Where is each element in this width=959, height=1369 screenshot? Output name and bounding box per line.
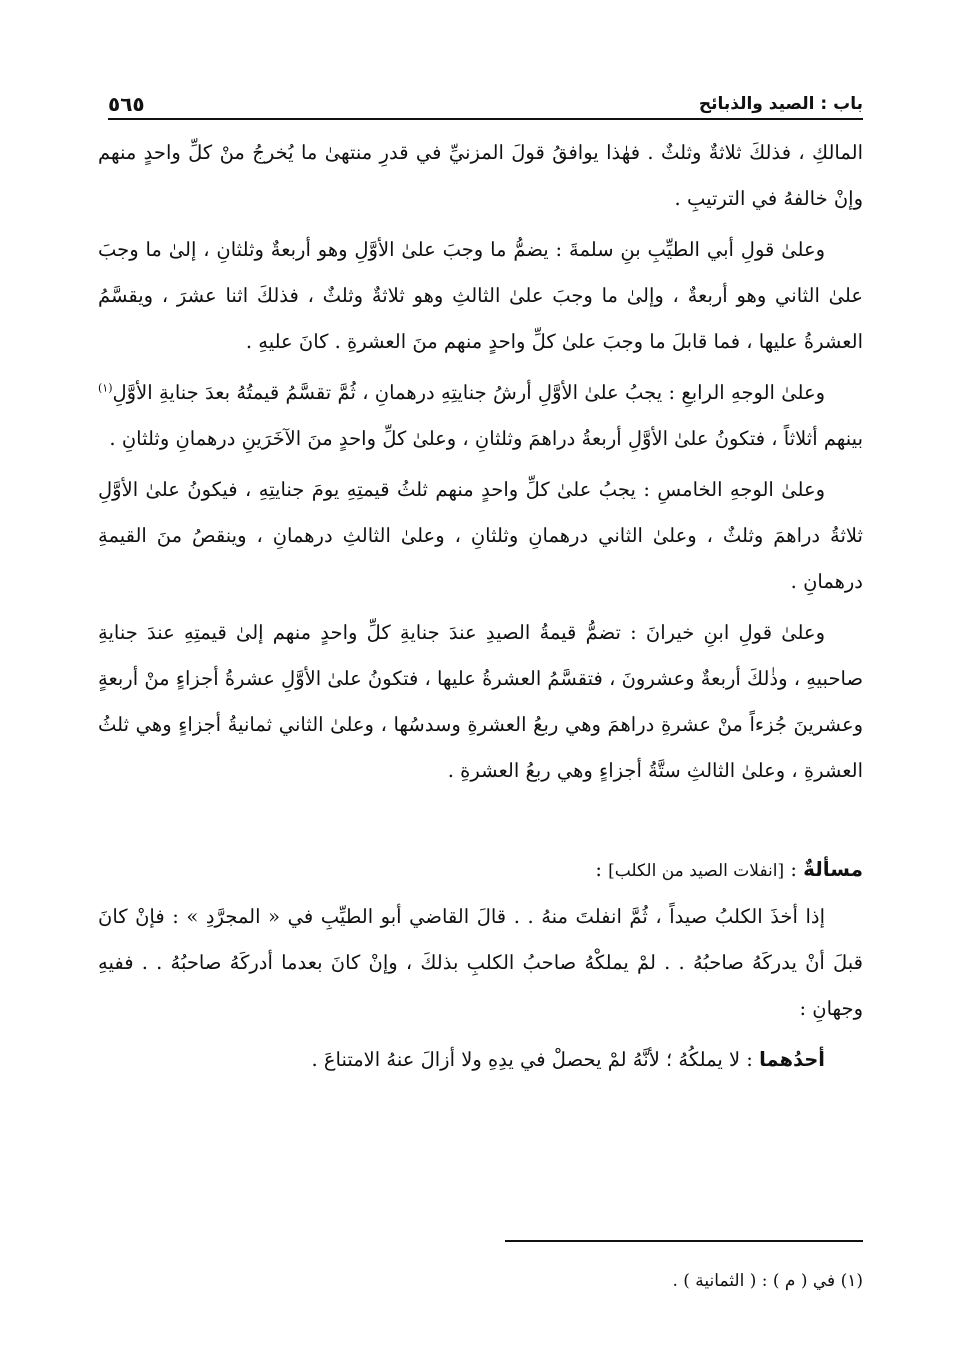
paragraph-5: وعلىٰ قولِ ابنِ خيرانَ : تضمُّ قيمةُ الصيدِ عندَ جنايةِ كلِّ واحدٍ منهم إلىٰ قيمتِهِ عندَ جنايةِ صاحبيهِ ، وذٰلكَ أربعةٌ وعشرونَ ، فتقسَّمُ العشرةُ عليها ، فتكونُ علىٰ الأوَّلِ عشرةُ أجزاءٍ منْ أربعةٍ وعشرينَ جُزءاً منْ عشرةِ دراهمَ وهي ربعُ العشرةِ وسدسُها ، وعلىٰ الثاني ثمانيةُ أجزاءٍ وهي ثلثُ العشرةِ ، وعلىٰ الثالثِ ستَّةُ أجزاءٍ وهي ربعُ العشرةِ .: [98, 621, 863, 782]
first-option-lead: أحدُهما: [759, 1048, 825, 1071]
paragraph-3: [98, 370, 863, 462]
paragraph-4: وعلىٰ الوجهِ الخامسِ : يجبُ علىٰ كلِّ واحدٍ منهم ثلثُ قيمتِهِ يومَ جنايتِهِ ، فيكونُ علىٰ الأوَّلِ ثلاثةُ دراهمَ وثلثٌ ، وعلىٰ الثاني درهمانِ وثلثانِ ، وعلىٰ الثالثِ درهمانِ ، وينقصُ منَ القيمةِ درهمانِ .: [98, 478, 863, 593]
section-title: [انفلات الصيد من الكلب]: [608, 861, 785, 881]
paragraph-3-text-after: بينهم أثلاثاً ، فتكونُ علىٰ الأوَّلِ أربعةُ دراهمَ وثلثانِ ، وعلىٰ كلِّ واحدٍ منَ الآخَرَينِ درهمانِ وثلثانِ .: [109, 427, 863, 450]
section-first-option: [98, 1037, 863, 1083]
section-label: مسألةٌ: [803, 857, 863, 881]
issue-section: [98, 846, 863, 1083]
footnote: (١) في ( م ) : ( الثمانية ) .: [672, 1271, 863, 1291]
footnote-divider: [505, 1240, 863, 1242]
section-title-suffix: :: [595, 858, 609, 881]
first-option-text: : لا يملكُهُ ؛ لأنَّهُ لمْ يحصلْ في يدِهِ ولا أزالَ عنهُ الامتناعَ .: [311, 1048, 760, 1071]
paragraph-2: وعلىٰ قولِ أبي الطيِّبِ بنِ سلمةَ : يضمُّ ما وجبَ علىٰ الأوَّلِ وهو أربعةٌ وثلثانِ ، إلىٰ ما وجبَ علىٰ الثاني وهو أربعةٌ ، وإلىٰ ما وجبَ علىٰ الثالثِ وهو ثلاثةٌ وثلثٌ ، فذلكَ اثنا عشرَ ، ويقسَّمُ العشرةُ عليها ، فما قابلَ ما وجبَ علىٰ كلِّ واحدٍ منهم منَ العشرةِ . كانَ عليهِ .: [98, 238, 863, 353]
page-number: ٥٦٥: [108, 92, 145, 116]
footnote-reference: (١): [98, 381, 113, 395]
main-text: [98, 130, 863, 1088]
paragraph-3-text-before: وعلىٰ الوجهِ الرابعِ : يجبُ علىٰ الأوَّلِ أرشُ جنايتِهِ درهمانِ ، ثُمَّ تقسَّمُ قيمتُهُ بعدَ جنايةِ الأوَّلِ: [112, 381, 825, 404]
section-colon: :: [784, 858, 804, 881]
running-header: [108, 84, 863, 120]
section-paragraph-1: إذا أخذَ الكلبُ صيداً ، ثُمَّ انفلتَ منهُ . . قالَ القاضي أبو الطيِّبِ في « المجرَّدِ » : فإنْ كانَ قبلَ أنْ يدركَهُ صاحبُهُ . . لمْ يملكْهُ صاحبُ الكلبِ بذلكَ ، وإنْ كانَ بعدما أدركَهُ صاحبُهُ . . ففيهِ وجهانِ :: [98, 905, 863, 1020]
section-heading: [98, 846, 863, 894]
chapter-title: باب : الصيد والذبائح: [698, 94, 863, 114]
paragraph-1: المالكِ ، فذلكَ ثلاثةٌ وثلثٌ . فهٰذا يوافقُ قولَ المزنيِّ في قدرِ منتهىٰ ما يُخرجُ منْ كلِّ واحدٍ منهم وإنْ خالفهُ في الترتيبِ .: [98, 141, 863, 210]
